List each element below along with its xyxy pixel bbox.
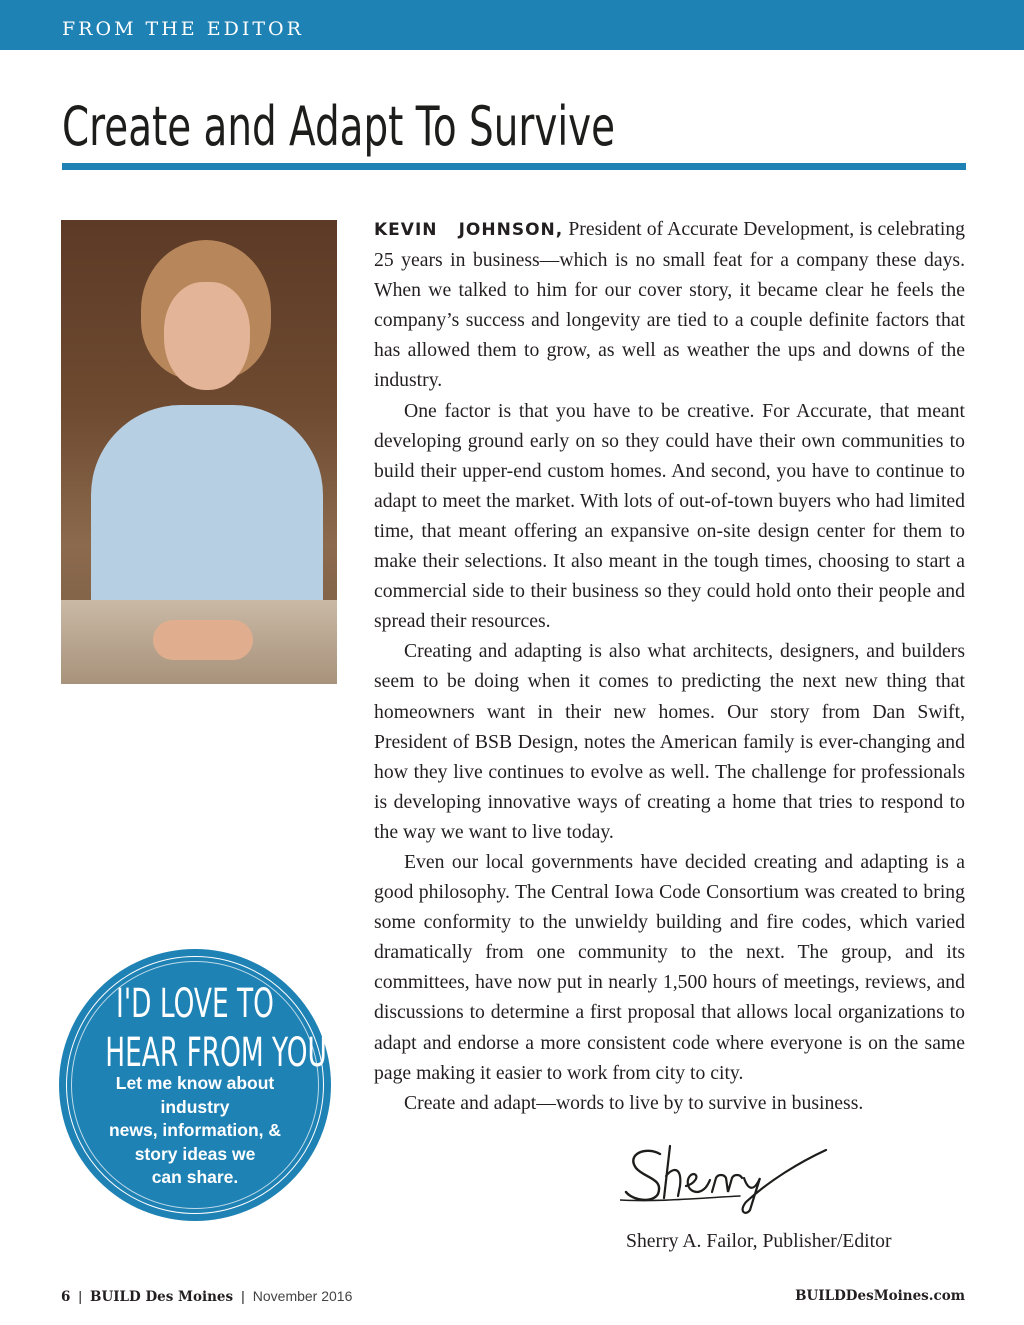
article-body — [374, 214, 965, 1118]
footer-folio — [61, 1288, 352, 1305]
publication-name: BUILD Des Moines — [90, 1289, 234, 1305]
contact-callout-circle — [59, 949, 338, 1221]
page-title: Create and Adapt To Survive — [62, 95, 616, 158]
callout-body-line: news, information, & — [108, 1120, 282, 1140]
issue-date: November 2016 — [252, 1288, 353, 1304]
section-label: FROM THE EDITOR — [62, 18, 304, 40]
footer-separator: | — [241, 1288, 245, 1304]
callout-body — [79, 1072, 311, 1190]
page-number: 6 — [61, 1289, 71, 1305]
portrait-hands-shape — [153, 620, 253, 660]
article-paragraph: Even our local governments have decided creating and adapting is a good philosophy. The Central Iowa Code Consortium was created to bring some conformity to the unwieldy building and fire codes, which varied dramatically from one community to the next. The group, and its committees, have now put in nearly 1,500 hours of meetings, reviews, and discussions to determine a first proposal that allows local organizations to adapt and endorse a more consistent code where everyone is on the same page making it easier to work from city to city. — [374, 850, 965, 1084]
footer-separator: | — [78, 1288, 83, 1304]
callout-body-line: story ideas we — [134, 1143, 256, 1164]
title-divider — [62, 163, 966, 170]
callout-body-line: Let me know about industry — [115, 1073, 275, 1117]
editor-portrait-photo — [61, 220, 337, 684]
lead-name: KEVIN JOHNSON, — [374, 220, 564, 240]
article-paragraph: Create and adapt—words to live by to survive in business. — [404, 1091, 864, 1114]
footer-website: BUILDDesMoines.com — [795, 1288, 965, 1304]
callout-body-line: can share. — [151, 1167, 239, 1187]
lead-text: President of Accurate Development, is celebrating 25 years in business—which is no small feat for a company these days. When we talked to him for our cover story, it became clear he feels the company’s success and longevity are tied to a couple definite factors that has allowed them to grow, as well as weather the ups and downs of the industry. — [374, 218, 966, 392]
signature-caption: Sherry A. Failor, Publisher/Editor — [626, 1230, 892, 1252]
section-header-bar — [0, 0, 1024, 50]
article-paragraph: One factor is that you have to be creative. For Accurate, that meant developing ground early on so they could have their own communities to build their upper-end custom homes. And second, you have to continue to adapt to meet the market. With lots of out-of-town buyers who had limited time, that meant offering an expansive on-site design center for them to make their selections. It also meant in the tough times, choosing to start a commercial side to their business so they could hold onto their people and spread their resources. — [374, 399, 965, 633]
handwritten-signature — [620, 1140, 830, 1218]
article-paragraph-lead — [374, 214, 965, 396]
callout-headline-line2: HEAR FROM YOU! — [105, 1030, 338, 1076]
portrait-face-shape — [164, 282, 250, 390]
callout-headline-line1: I'D LOVE TO — [116, 981, 274, 1027]
article-paragraph: Creating and adapting is also what architects, designers, and builders seem to be doing when it comes to predicting the next new thing that homeowners want in their new homes. Our story from Dan Swift, President of BSB Design, notes the American family is ever-changing and how they live continues to evolve as well. The challenge for professionals is developing innovative ways of creating a home that tries to respond to the way we want to live today. — [374, 640, 965, 843]
